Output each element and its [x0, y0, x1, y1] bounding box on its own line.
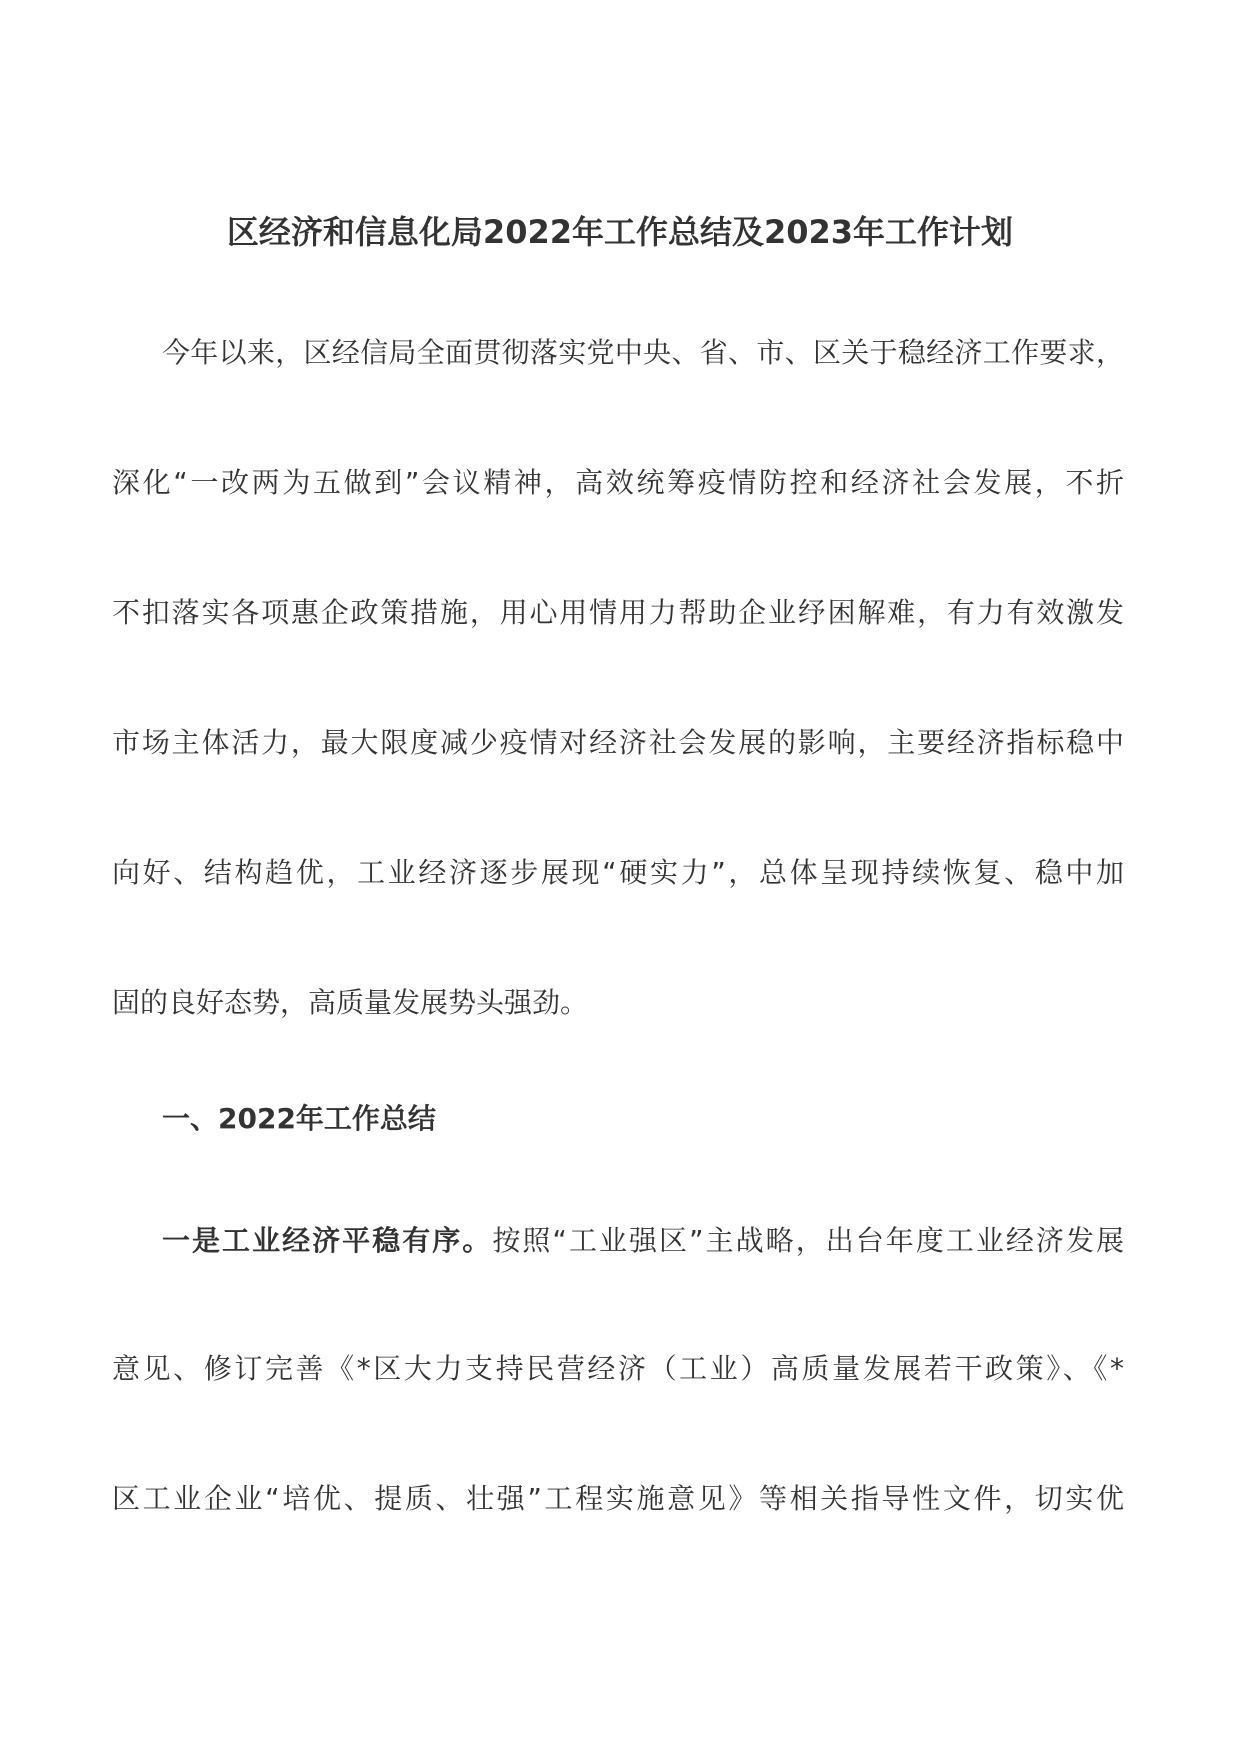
- item-line: 意见、修订完善《*区大力支持民营经济（工业）高质量发展若干政策》、《*: [112, 1352, 1124, 1385]
- intro-line: 不扣落实各项惠企政策措施，用心用情用力帮助企业纾困解难，有力有效激发: [112, 596, 1124, 629]
- item-lead: 一是工业经济平稳有序。: [162, 1224, 493, 1257]
- document-body: [112, 288, 1124, 1564]
- intro-line: 向好、结构趋优，工业经济逐步展现“硬实力”，总体呈现持续恢复、稳中加: [112, 856, 1124, 889]
- document-title: 区经济和信息化局2022年工作总结及2023年工作计划: [226, 213, 1014, 251]
- intro-line: 今年以来，区经信局全面贯彻落实党中央、省、市、区关于稳经济工作要求，: [162, 336, 1124, 369]
- section-heading: 一、2022年工作总结: [162, 1102, 436, 1135]
- intro-line: 市场主体活力，最大限度减少疫情对经济社会发展的影响，主要经济指标稳中: [112, 726, 1124, 759]
- intro-line: 固的良好态势，高质量发展势头强劲。: [112, 986, 589, 1019]
- item-line: [112, 1176, 1124, 1304]
- item-text: 按照“工业强区”主战略，出台年度工业经济发展: [492, 1224, 1124, 1257]
- intro-line: 深化“一改两为五做到”会议精神，高效统筹疫情防控和经济社会发展，不折: [112, 466, 1124, 499]
- item-line: 区工业企业“培优、提质、壮强”工程实施意见》等相关指导性文件，切实优: [112, 1482, 1124, 1515]
